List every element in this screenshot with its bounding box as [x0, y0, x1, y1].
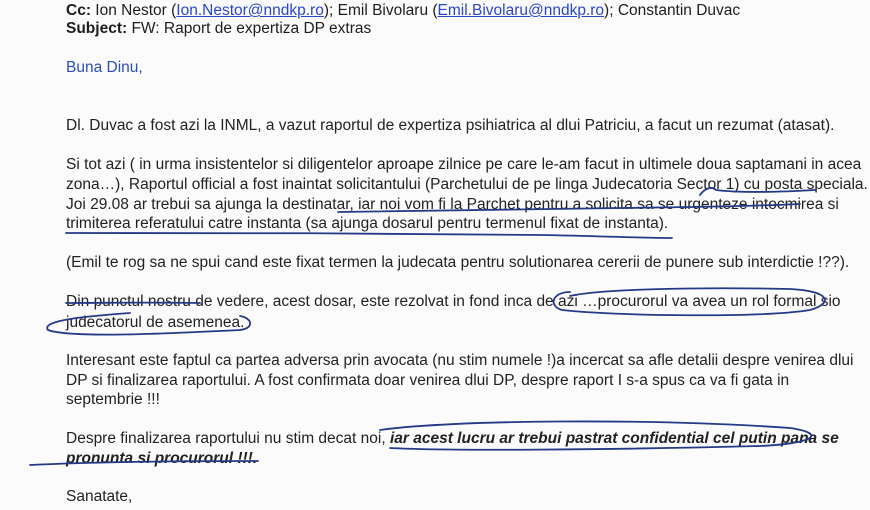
- paragraph-6-line-2: pronunta si procurorul !!!.: [66, 450, 258, 467]
- cc-line: Cc: Ion Nestor (Ion.Nestor@nndkp.ro); Emil Bivolaru (Emil.Bivolaru@nndkp.ro); Constantin Duvac: [66, 2, 741, 19]
- paragraph-6-plain: Despre finalizarea raportului nu stim decat noi,: [66, 430, 390, 447]
- subject-text: FW: Raport de expertiza DP extras: [131, 20, 372, 37]
- paragraph-6-emphasis: iar acest lucru ar trebui pastrat confidential cel putin pana se: [389, 430, 839, 447]
- paragraph-1: Dl. Duvac a fost azi la INML, a vazut raportul de expertiza psihiatrica al dlui Patriciu, a facut un rezumat (atasat).: [66, 117, 835, 134]
- paragraph-2-line-1: Si tot azi ( in urma insistentelor si diligentelor aproape zilnice pe care le-am facut in ultimele doua saptamani in acea: [66, 156, 862, 173]
- cc-label: Cc:: [66, 2, 91, 19]
- paragraph-5-line-1: Interesant este faptul ca partea adversa prin avocata (nu stim numele !)a incercat sa afle detalii despre venirea dlui: [66, 352, 854, 369]
- paragraph-4-line-1: Din punctul nostru de vedere, acest dosar, este rezolvat in fond inca de azi …procurorul va avea un rol formal sio: [66, 293, 841, 310]
- paragraph-5-line-3: septembrie !!!: [66, 391, 160, 408]
- paragraph-5-line-2: DP si finalizarea raportului. A fost confirmata doar venirea dlui DP, despre raport I s-a spus ca va fi gata in: [66, 372, 790, 389]
- cc-name-1: Ion Nestor: [95, 2, 167, 19]
- greeting: Buna Dinu,: [66, 59, 143, 76]
- cc-name-3: Constantin Duvac: [617, 2, 741, 19]
- paragraph-4-line-2: judecatorul de asemenea.: [66, 314, 245, 331]
- closing: Sanatate,: [66, 488, 133, 505]
- subject-label: Subject:: [66, 20, 128, 37]
- paragraph-2-line-2: zona…), Raportul official a fost inaintat solicitantului (Parchetului de pe linga Judecatoria Sector 1) cu posta speciala.: [66, 176, 868, 193]
- paragraph-3: (Emil te rog sa ne spui cand este fixat termen la judecata pentru solutionarea cererii de punere sub interdictie !??).: [66, 254, 850, 271]
- paragraph-6-line-1: [66, 428, 839, 449]
- cc-name-2: Emil Bivolaru: [337, 2, 429, 19]
- paragraph-2-line-3: Joi 29.08 ar trebui sa ajunga la destinatar, iar noi vom fi la Parchet pentru a solicita sa se urgenteze intocmirea si: [66, 196, 839, 213]
- subject-line: [66, 20, 371, 38]
- cc-email-link-1[interactable]: Ion.Nestor@nndkp.ro: [176, 2, 324, 19]
- cc-email-link-2[interactable]: Emil.Bivolaru@nndkp.ro: [437, 2, 605, 19]
- paragraph-2-line-4: trimiterea referatului catre instanta (sa ajunga dosarul pentru termenul fixat de instanta).: [66, 215, 669, 232]
